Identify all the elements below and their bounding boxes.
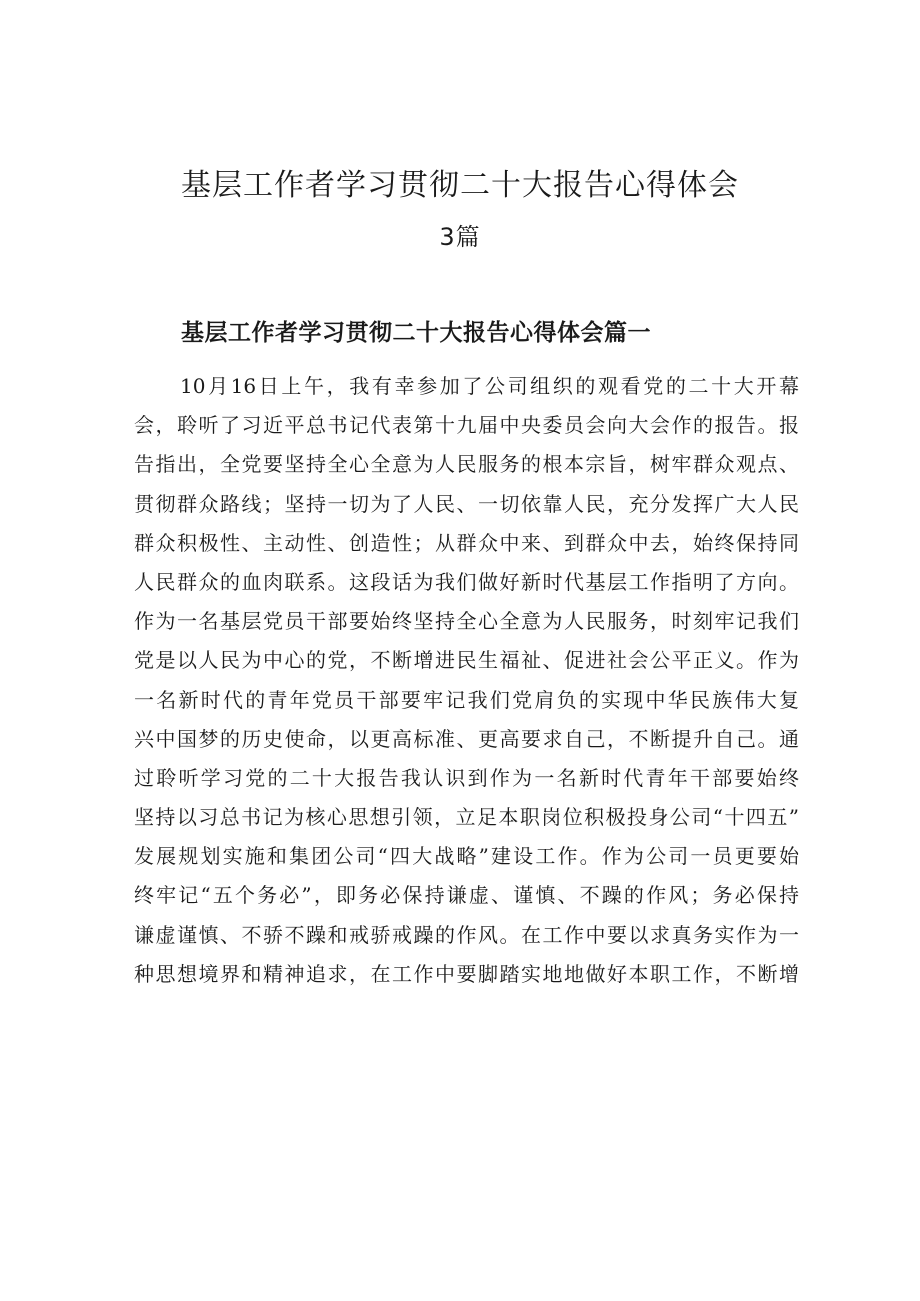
paragraph-line: 坚持以习总书记为核心思想引领，立足本职岗位积极投身公司“十四五” <box>134 805 799 830</box>
paragraph-line: 10月16日上午，我有幸参加了公司组织的观看党的二十大开幕 <box>180 374 799 398</box>
paragraph-line: 种思想境界和精神追求，在工作中要脚踏实地地做好本职工作，不断增 <box>134 961 799 986</box>
paragraph-line: 一名新时代的青年党员干部要牢记我们党肩负的实现中华民族伟大复 <box>134 687 799 712</box>
document-title: 基层工作者学习贯彻二十大报告心得体会 <box>181 168 739 203</box>
paragraph-line: 兴中国梦的历史使命，以更高标准、更高要求自己，不断提升自己。通 <box>134 726 799 751</box>
paragraph-line: 发展规划实施和集团公司“四大战略”建设工作。作为公司一员更要始 <box>134 844 799 869</box>
paragraph-line: 过聆听学习党的二十大报告我认识到作为一名新时代青年干部要始终 <box>134 765 799 790</box>
paragraph-line: 群众积极性、主动性、创造性；从群众中来、到群众中去，始终保持同 <box>134 530 799 555</box>
paragraph-line: 人民群众的血肉联系。这段话为我们做好新时代基层工作指明了方向。 <box>134 569 799 594</box>
body-paragraph <box>134 367 799 994</box>
section-heading: 基层工作者学习贯彻二十大报告心得体会篇一 <box>181 320 651 346</box>
paragraph-line: 告指出，全党要坚持全心全意为人民服务的根本宗旨，树牢群众观点、 <box>134 452 799 477</box>
paragraph-line: 党是以人民为中心的党，不断增进民生福祉、促进社会公平正义。作为 <box>134 648 799 673</box>
paragraph-line: 贯彻群众路线；坚持一切为了人民、一切依靠人民，充分发挥广大人民 <box>134 491 799 516</box>
document-title-count: 3篇 <box>439 223 481 251</box>
paragraph-line: 谦虚谨慎、不骄不躁和戒骄戒躁的作风。在工作中要以求真务实作为一 <box>134 922 799 947</box>
paragraph-line: 会，聆听了习近平总书记代表第十九届中央委员会向大会作的报告。报 <box>134 413 799 438</box>
paragraph-line: 作为一名基层党员干部要始终坚持全心全意为人民服务，时刻牢记我们 <box>134 609 799 634</box>
paragraph-line: 终牢记“五个务必”，即务必保持谦虚、谨慎、不躁的作风；务必保持 <box>134 883 799 908</box>
